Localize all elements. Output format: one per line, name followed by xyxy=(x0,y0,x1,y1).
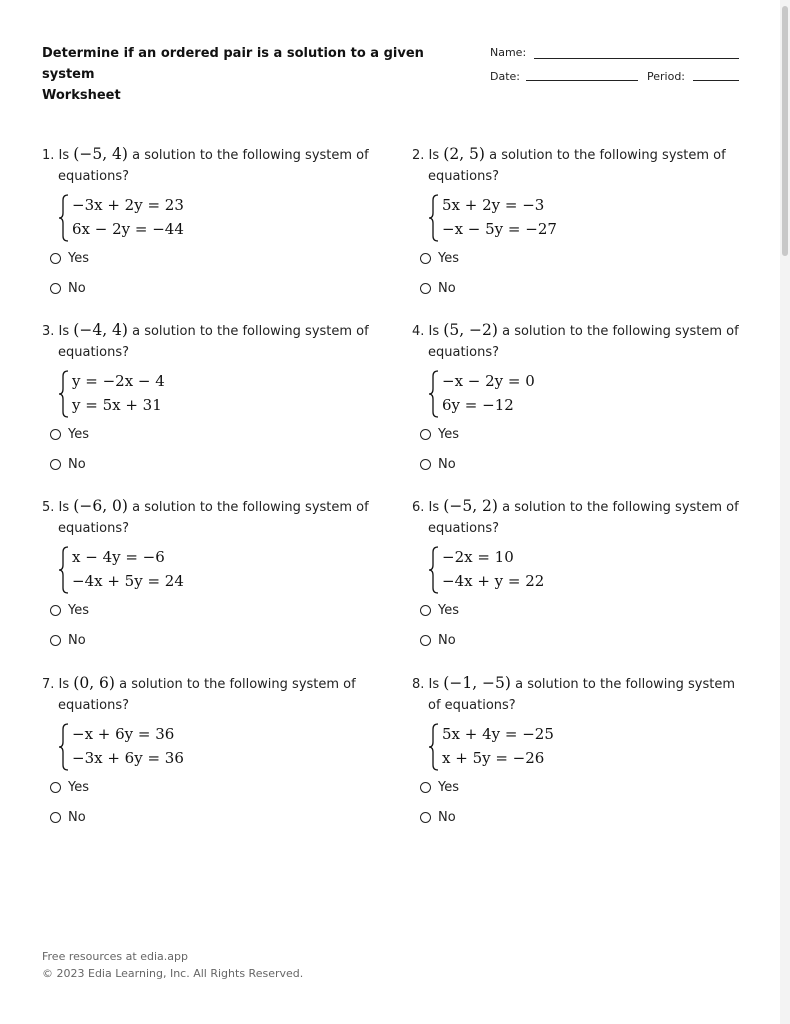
ordered-pair: (−5, 2) xyxy=(443,497,498,515)
footer-resources: Free resources at edia.app xyxy=(42,950,188,963)
no-option[interactable] xyxy=(50,454,86,475)
radio-circle-icon[interactable] xyxy=(50,605,61,616)
scrollbar-thumb[interactable] xyxy=(782,6,788,256)
question-number: 2. xyxy=(412,148,425,163)
question-prefix: Is xyxy=(428,500,440,515)
left-brace-icon xyxy=(58,370,70,418)
ordered-pair: (−6, 0) xyxy=(73,497,128,515)
equation-1: x − 4y = −6 xyxy=(72,548,165,566)
question-text xyxy=(42,320,372,363)
no-option[interactable] xyxy=(420,278,456,299)
equation-2: 6x − 2y = −44 xyxy=(72,220,184,238)
equation-system xyxy=(58,723,372,771)
no-label: No xyxy=(438,457,456,472)
radio-circle-icon[interactable] xyxy=(420,459,431,470)
equation-2: 6y = −12 xyxy=(442,396,514,414)
equation-system xyxy=(58,546,372,594)
question-7 xyxy=(42,673,372,825)
date-line[interactable] xyxy=(526,80,638,81)
question-suffix: a solution to the following system of xyxy=(502,324,739,339)
question-1 xyxy=(42,144,372,296)
question-suffix: a solution to the following system of xyxy=(132,324,369,339)
equation-1: 5x + 2y = −3 xyxy=(442,196,545,214)
yes-option[interactable] xyxy=(420,600,459,621)
question-continuation: equations? xyxy=(58,698,130,713)
question-text xyxy=(412,496,742,539)
radio-circle-icon[interactable] xyxy=(50,782,61,793)
radio-circle-icon[interactable] xyxy=(420,812,431,823)
radio-circle-icon[interactable] xyxy=(420,605,431,616)
ordered-pair: (5, −2) xyxy=(443,321,498,339)
question-continuation: equations? xyxy=(428,169,500,184)
question-prefix: Is xyxy=(58,148,70,163)
yes-label: Yes xyxy=(438,251,459,266)
question-text xyxy=(42,496,372,539)
question-text xyxy=(42,673,372,716)
question-continuation: equations? xyxy=(428,521,500,536)
period-label: Period: xyxy=(647,70,686,83)
question-prefix: Is xyxy=(428,677,440,692)
question-suffix: a solution to the following system of xyxy=(132,148,369,163)
no-option[interactable] xyxy=(50,630,86,651)
name-line[interactable] xyxy=(534,58,739,59)
equation-1: −3x + 2y = 23 xyxy=(72,196,184,214)
yes-label: Yes xyxy=(68,603,89,618)
radio-circle-icon[interactable] xyxy=(420,429,431,440)
left-brace-icon xyxy=(428,723,440,771)
question-text xyxy=(412,320,742,363)
question-prefix: Is xyxy=(428,148,440,163)
equation-system xyxy=(428,370,742,418)
equation-2: −4x + 5y = 24 xyxy=(72,572,184,590)
ordered-pair: (−5, 4) xyxy=(73,145,128,163)
question-continuation: equations? xyxy=(58,169,130,184)
equation-2: y = 5x + 31 xyxy=(72,396,162,414)
equation-system xyxy=(58,194,372,242)
no-option[interactable] xyxy=(50,278,86,299)
radio-circle-icon[interactable] xyxy=(50,635,61,646)
equation-1: −x − 2y = 0 xyxy=(442,372,535,390)
question-text xyxy=(42,144,372,187)
yes-option[interactable] xyxy=(420,248,459,269)
yes-label: Yes xyxy=(68,780,89,795)
question-number: 4. xyxy=(412,324,425,339)
yes-option[interactable] xyxy=(50,424,89,445)
question-suffix: a solution to the following system of xyxy=(119,677,356,692)
footer xyxy=(42,948,303,982)
yes-option[interactable] xyxy=(420,424,459,445)
question-text xyxy=(412,673,742,716)
ordered-pair: (0, 6) xyxy=(73,674,115,692)
yes-option[interactable] xyxy=(50,248,89,269)
radio-circle-icon[interactable] xyxy=(50,283,61,294)
radio-circle-icon[interactable] xyxy=(420,283,431,294)
question-number: 6. xyxy=(412,500,425,515)
equation-system xyxy=(58,370,372,418)
yes-label: Yes xyxy=(438,780,459,795)
no-label: No xyxy=(68,810,86,825)
question-suffix: a solution to the following system xyxy=(515,677,736,692)
question-continuation: of equations? xyxy=(428,698,516,713)
yes-option[interactable] xyxy=(420,777,459,798)
left-brace-icon xyxy=(58,194,70,242)
question-2 xyxy=(412,144,742,296)
question-suffix: a solution to the following system of xyxy=(502,500,739,515)
no-label: No xyxy=(438,810,456,825)
yes-label: Yes xyxy=(68,427,89,442)
question-8 xyxy=(412,673,742,825)
equation-system xyxy=(428,546,742,594)
date-label: Date: xyxy=(490,70,520,83)
no-label: No xyxy=(68,633,86,648)
equation-1: −2x = 10 xyxy=(442,548,514,566)
question-continuation: equations? xyxy=(428,345,500,360)
yes-option[interactable] xyxy=(50,777,89,798)
title-line-1: Determine if an ordered pair is a solution to a given system xyxy=(42,46,424,82)
radio-circle-icon[interactable] xyxy=(50,429,61,440)
footer-copyright: © 2023 Edia Learning, Inc. All Rights Reserved. xyxy=(42,967,304,980)
radio-circle-icon[interactable] xyxy=(50,812,61,823)
radio-circle-icon[interactable] xyxy=(420,253,431,264)
equation-2: −4x + y = 22 xyxy=(442,572,545,590)
scrollbar[interactable] xyxy=(780,0,790,1024)
question-prefix: Is xyxy=(428,324,440,339)
equation-1: 5x + 4y = −25 xyxy=(442,725,554,743)
yes-label: Yes xyxy=(438,427,459,442)
ordered-pair: (−1, −5) xyxy=(443,674,511,692)
question-5 xyxy=(42,496,372,648)
worksheet-title xyxy=(42,43,462,106)
equation-2: −3x + 6y = 36 xyxy=(72,749,184,767)
no-option[interactable] xyxy=(420,454,456,475)
equation-system xyxy=(428,194,742,242)
left-brace-icon xyxy=(58,723,70,771)
name-label: Name: xyxy=(490,46,527,59)
question-suffix: a solution to the following system of xyxy=(132,500,369,515)
question-number: 8. xyxy=(412,677,425,692)
equation-system xyxy=(428,723,742,771)
no-label: No xyxy=(68,281,86,296)
radio-circle-icon[interactable] xyxy=(50,459,61,470)
question-number: 1. xyxy=(42,148,55,163)
question-4 xyxy=(412,320,742,472)
question-prefix: Is xyxy=(58,677,70,692)
equation-1: −x + 6y = 36 xyxy=(72,725,175,743)
question-prefix: Is xyxy=(58,324,70,339)
left-brace-icon xyxy=(428,194,440,242)
equation-2: −x − 5y = −27 xyxy=(442,220,557,238)
question-number: 5. xyxy=(42,500,55,515)
question-6 xyxy=(412,496,742,648)
title-line-2: Worksheet xyxy=(42,88,121,103)
no-label: No xyxy=(68,457,86,472)
radio-circle-icon[interactable] xyxy=(420,635,431,646)
question-suffix: a solution to the following system of xyxy=(489,148,726,163)
question-continuation: equations? xyxy=(58,345,130,360)
equation-2: x + 5y = −26 xyxy=(442,749,545,767)
no-option[interactable] xyxy=(420,630,456,651)
left-brace-icon xyxy=(428,370,440,418)
question-continuation: equations? xyxy=(58,521,130,536)
period-line[interactable] xyxy=(693,80,739,81)
yes-label: Yes xyxy=(68,251,89,266)
left-brace-icon xyxy=(58,546,70,594)
question-number: 3. xyxy=(42,324,55,339)
no-option[interactable] xyxy=(420,807,456,828)
radio-circle-icon[interactable] xyxy=(420,782,431,793)
ordered-pair: (−4, 4) xyxy=(73,321,128,339)
yes-option[interactable] xyxy=(50,600,89,621)
question-number: 7. xyxy=(42,677,55,692)
ordered-pair: (2, 5) xyxy=(443,145,485,163)
no-label: No xyxy=(438,281,456,296)
equation-1: y = −2x − 4 xyxy=(72,372,165,390)
radio-circle-icon[interactable] xyxy=(50,253,61,264)
left-brace-icon xyxy=(428,546,440,594)
no-option[interactable] xyxy=(50,807,86,828)
question-3 xyxy=(42,320,372,472)
no-label: No xyxy=(438,633,456,648)
question-prefix: Is xyxy=(58,500,70,515)
yes-label: Yes xyxy=(438,603,459,618)
question-text xyxy=(412,144,742,187)
